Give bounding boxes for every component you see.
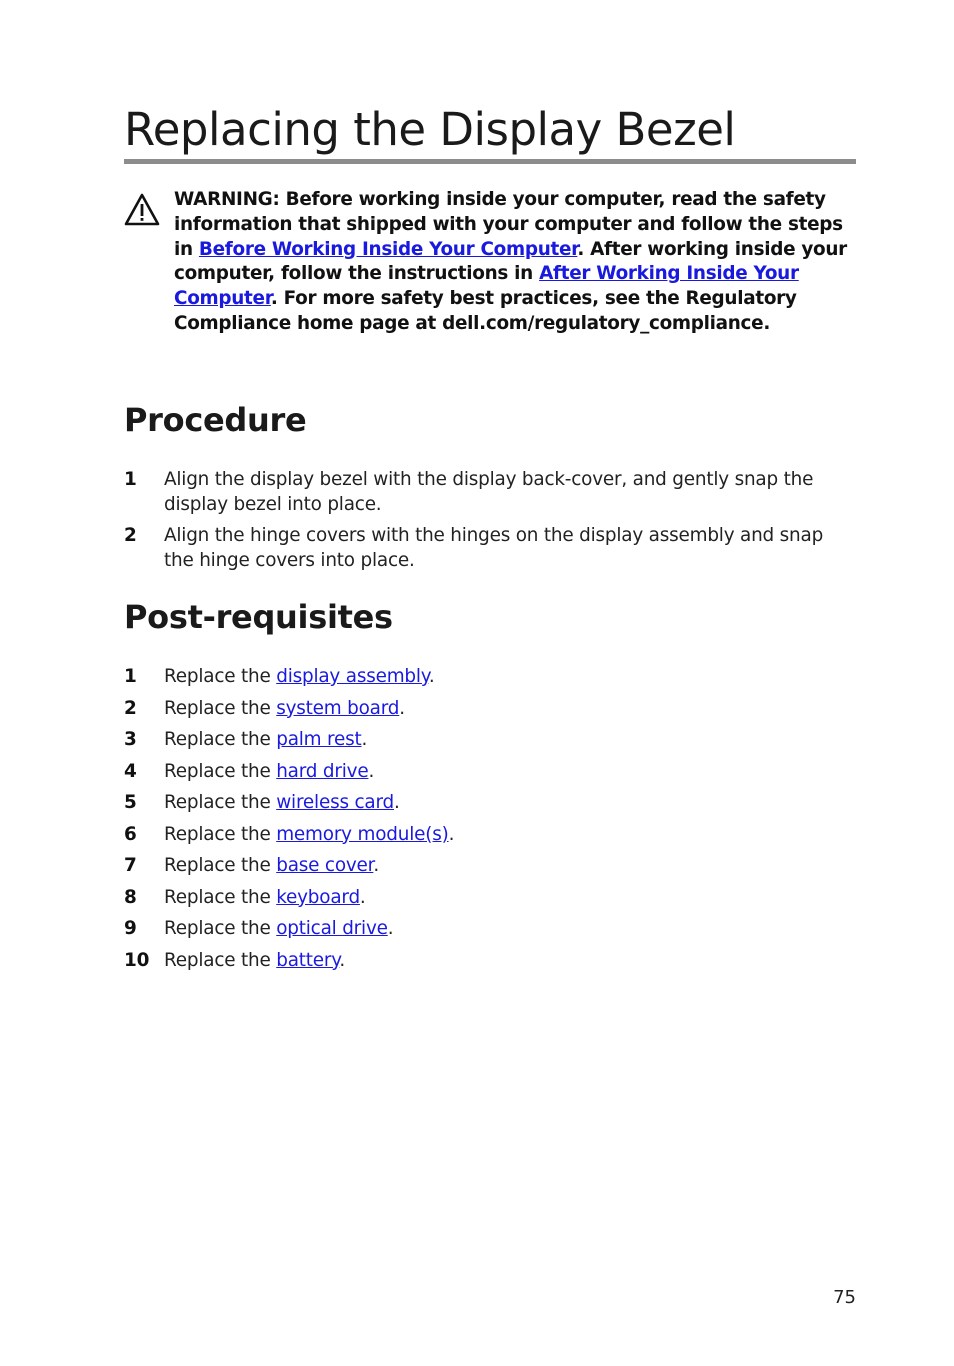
item-number: 4 (124, 760, 137, 782)
item-prefix: Replace the (164, 729, 277, 750)
wireless-card-link[interactable]: wireless card (276, 792, 394, 813)
item-suffix: . (448, 823, 455, 845)
system-board-link[interactable]: system board (276, 697, 400, 719)
step-text: Align the display bezel with the display back-cover, and gently snap the display bezel into place. (164, 469, 814, 515)
optical-drive-link[interactable]: optical drive (276, 918, 388, 939)
item-prefix: Replace the (164, 855, 277, 876)
base-cover-link[interactable]: base cover (276, 855, 374, 876)
item-number: 8 (124, 886, 137, 908)
item-prefix: Replace the (164, 949, 277, 971)
warning-triangle-icon (124, 193, 160, 227)
page-title: Replacing the Display Bezel (124, 103, 736, 156)
post-requisite-item (124, 665, 856, 697)
item-suffix: . (428, 666, 435, 687)
item-suffix: . (387, 918, 394, 939)
item-suffix: . (399, 697, 405, 719)
item-prefix: Replace the (164, 697, 277, 719)
item-number: 10 (124, 949, 150, 971)
memory-modules-link[interactable]: memory module(s) (276, 823, 449, 845)
post-requisites-list (124, 665, 856, 980)
item-prefix: Replace the (164, 918, 277, 939)
post-requisite-item (124, 728, 856, 760)
display-assembly-link[interactable]: display assembly (276, 666, 429, 687)
procedure-step (124, 524, 856, 574)
item-suffix: . (361, 729, 368, 750)
post-requisite-item (124, 854, 856, 886)
warning-text-part: . For more safety best practices, see the Regulatory Compliance home page at dell.com/regulatory_compliance. (174, 288, 797, 334)
item-suffix: . (359, 886, 366, 908)
warning-text-part: WARNING: Before working inside your computer, read the safety information that shipped with your computer and follow the steps in (174, 189, 843, 260)
procedure-list (124, 468, 856, 580)
item-number: 5 (124, 792, 137, 813)
item-number: 6 (124, 823, 137, 845)
post-requisite-item (124, 823, 856, 855)
step-text: Align the hinge covers with the hinges on the display assembly and snap the hinge covers into place. (164, 525, 824, 571)
item-number: 1 (124, 666, 137, 687)
item-prefix: Replace the (164, 792, 277, 813)
item-prefix: Replace the (164, 760, 277, 782)
item-suffix: . (339, 949, 345, 971)
post-requisite-item (124, 791, 856, 823)
keyboard-link[interactable]: keyboard (276, 886, 360, 908)
warning-text (174, 188, 856, 337)
hard-drive-link[interactable]: hard drive (276, 760, 369, 782)
step-number: 2 (124, 525, 137, 547)
procedure-step (124, 468, 856, 518)
before-working-link[interactable]: Before Working Inside Your Computer (198, 238, 578, 260)
item-suffix: . (368, 760, 375, 782)
item-suffix: . (393, 792, 400, 813)
item-number: 9 (124, 918, 137, 939)
procedure-heading: Procedure (124, 401, 307, 439)
item-prefix: Replace the (164, 666, 277, 687)
title-underline (124, 159, 856, 164)
after-working-link[interactable]: After Working Inside Your Computer (174, 263, 799, 310)
post-requisites-heading: Post-requisites (124, 598, 393, 636)
post-requisite-item (124, 697, 856, 729)
item-number: 3 (124, 729, 137, 750)
step-number: 1 (124, 469, 137, 490)
item-suffix: . (373, 855, 379, 876)
post-requisite-item (124, 917, 856, 949)
page-number: 75 (833, 1287, 856, 1308)
item-prefix: Replace the (164, 886, 277, 908)
item-number: 7 (124, 855, 137, 876)
post-requisite-item (124, 760, 856, 792)
post-requisite-item (124, 886, 856, 918)
warning-text-part: . After working inside your computer, follow the instructions in (174, 238, 847, 285)
item-prefix: Replace the (164, 823, 277, 845)
post-requisite-item (124, 949, 856, 981)
battery-link[interactable]: battery (276, 949, 340, 971)
palm-rest-link[interactable]: palm rest (276, 729, 362, 750)
item-number: 2 (124, 697, 137, 719)
